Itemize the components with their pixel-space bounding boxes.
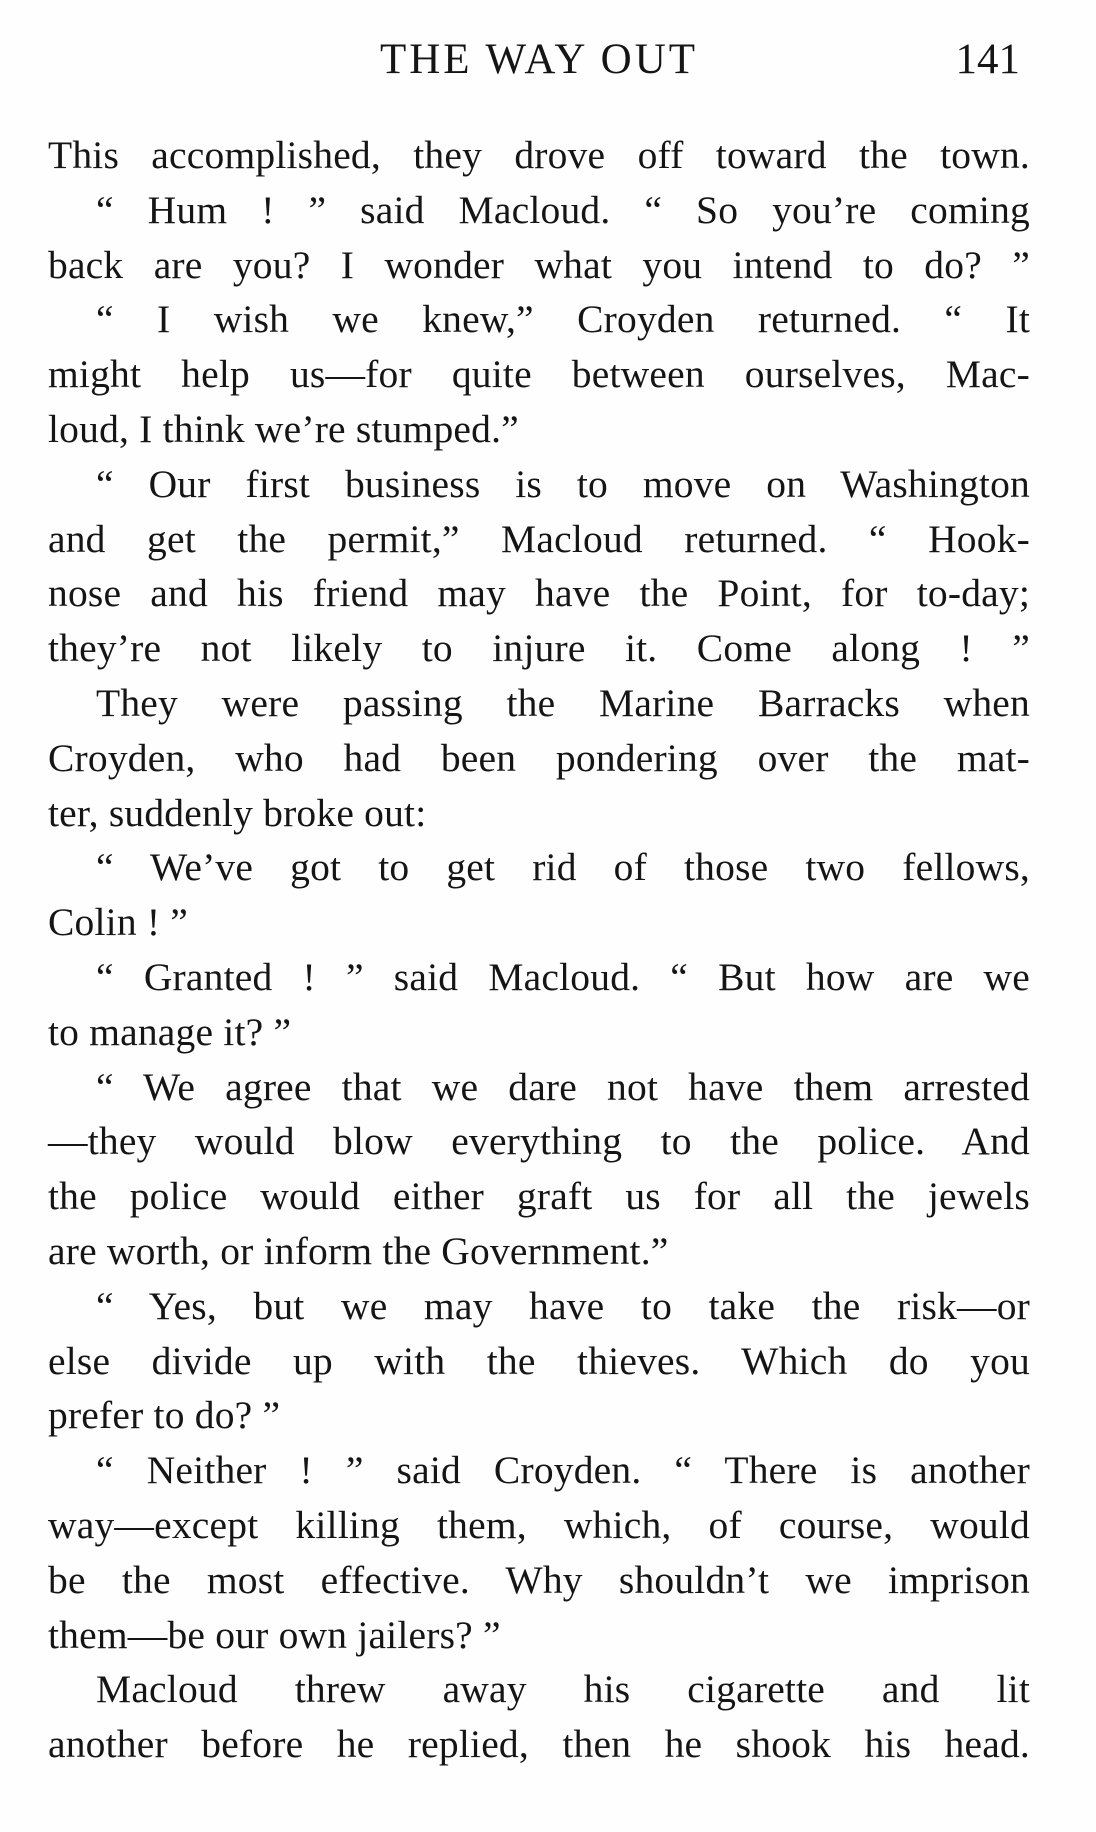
- paragraph: [48, 1279, 1030, 1443]
- text-line: prefer to do? ”: [48, 1393, 281, 1438]
- text-line: might help us—for quite between ourselves, Mac-: [48, 352, 1030, 397]
- paragraph: [48, 1060, 1030, 1279]
- paragraph: [48, 128, 1030, 183]
- paragraph: [48, 183, 1030, 293]
- paragraph: [48, 840, 1030, 950]
- page-number: 141: [955, 36, 1020, 83]
- paragraph: [48, 950, 1030, 1060]
- text-line: another before he replied, then he shook his head.: [48, 1722, 1030, 1767]
- text-line: are worth, or inform the Government.”: [48, 1228, 669, 1273]
- text-line: Macloud threw away his cigarette and lit: [96, 1667, 1030, 1712]
- paragraph: [48, 292, 1030, 456]
- text-line: “ We’ve got to get rid of those two fellows,: [96, 845, 1030, 890]
- paragraph: [48, 457, 1030, 676]
- text-line: “ Granted ! ” said Macloud. “ But how are we: [96, 954, 1030, 999]
- text-line: be the most effective. Why shouldn’t we imprison: [48, 1557, 1030, 1602]
- running-title: THE WAY OUT: [379, 36, 699, 83]
- text-line: else divide up with the thieves. Which do you: [48, 1338, 1030, 1383]
- body-text: [48, 128, 1030, 1772]
- text-line: They were passing the Marine Barracks when: [96, 680, 1030, 725]
- text-line: back are you? I wonder what you intend to do? ”: [48, 242, 1030, 287]
- text-line: “ Neither ! ” said Croyden. “ There is another: [96, 1448, 1030, 1493]
- text-line: “ We agree that we dare not have them arrested: [96, 1064, 1030, 1109]
- paragraph: [48, 1662, 1030, 1772]
- text-line: they’re not likely to injure it. Come along ! ”: [48, 626, 1030, 671]
- text-line: Colin ! ”: [48, 900, 189, 945]
- text-line: This accomplished, they drove off toward the town.: [48, 133, 1030, 177]
- text-line: ter, suddenly broke out:: [48, 790, 427, 835]
- text-line: “ Yes, but we may have to take the risk—or: [96, 1283, 1030, 1328]
- text-line: “ I wish we knew,” Croyden returned. “ It: [96, 297, 1030, 342]
- text-line: way—except killing them, which, of course, would: [48, 1502, 1030, 1547]
- text-line: and get the permit,” Macloud returned. “ Hook-: [48, 516, 1030, 561]
- text-line: loud, I think we’re stumped.”: [48, 406, 519, 451]
- text-line: to manage it? ”: [48, 1009, 292, 1054]
- paragraph: [48, 676, 1030, 840]
- page-header: [48, 30, 1030, 90]
- text-line: “ Hum ! ” said Macloud. “ So you’re coming: [96, 187, 1030, 232]
- paragraph: [48, 1443, 1030, 1662]
- text-line: “ Our first business is to move on Washington: [96, 461, 1030, 506]
- text-line: Croyden, who had been pondering over the mat-: [48, 735, 1030, 780]
- text-line: —they would blow everything to the police. And: [48, 1119, 1030, 1164]
- text-line: the police would either graft us for all the jewels: [48, 1174, 1030, 1219]
- text-line: them—be our own jailers? ”: [48, 1612, 501, 1657]
- text-line: nose and his friend may have the Point, for to-day;: [48, 571, 1030, 616]
